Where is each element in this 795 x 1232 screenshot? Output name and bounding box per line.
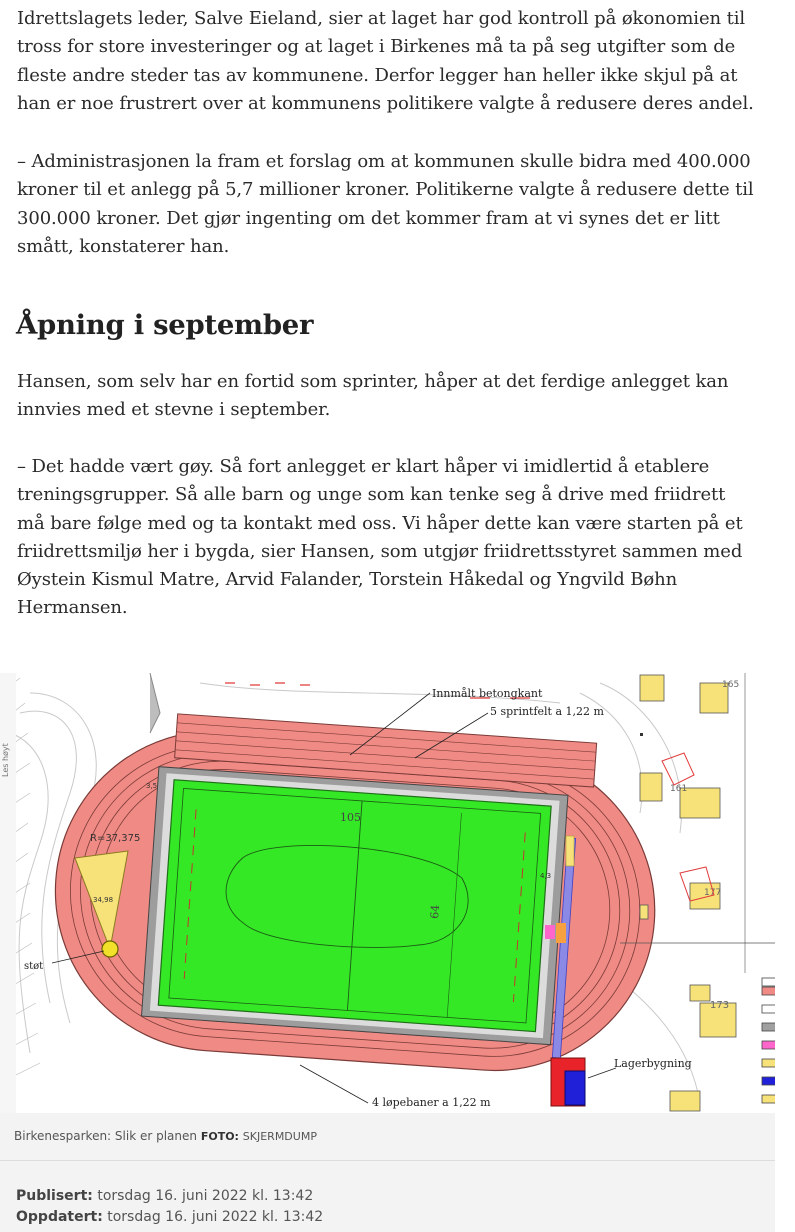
throw-circle-label: støt: [24, 961, 44, 972]
sprint-lanes-label: 5 sprintfelt a 1,22 m: [490, 705, 604, 718]
article-paragraph: Idrettslagets leder, Salve Eieland, sier at laget har god kontroll på økonomien til tross for store investeringer og at laget i Birkenes må ta på seg utgifter som de fleste andre steder tas av kommunene. Derfor legger han heller ikke skjul på at han er noe frustrert over at kommunens politikere valgte å redusere deres andel.: [17, 8, 754, 114]
plot-number-label: 161: [670, 784, 688, 794]
radius-label: R=37,375: [90, 833, 141, 844]
plot-number-label: 165: [722, 680, 740, 690]
field-width-label: 64: [428, 904, 442, 920]
updated-line: [16, 1209, 323, 1225]
updated-label: Oppdatert:: [16, 1209, 103, 1225]
running-lanes-label: 4 løpebaner a 1,22 m: [372, 1096, 491, 1109]
article-meta: [0, 1160, 775, 1232]
article-paragraph: – Administrasjonen la fram et forslag om at kommunen skulle bidra med 400.000 kroner til et anlegg på 5,7 millioner kroner. Politikerne valgte å redusere dette til 300.000 kroner. Det gjør ingenting om det kommer fram at vi synes det er litt smått, konstaterer han.: [17, 151, 754, 257]
updated-date: torsdag 16. juni 2022 kl. 13:42: [107, 1209, 324, 1225]
article-figure: [0, 673, 775, 1160]
published-line: [16, 1188, 313, 1204]
published-label: Publisert:: [16, 1188, 93, 1204]
dimension-label: 4,3: [540, 872, 552, 880]
section-heading: Åpning i september: [16, 309, 314, 341]
plot-number-label: 173: [710, 1000, 730, 1011]
plot-number-label: 177: [704, 888, 722, 898]
figure-caption: [14, 1129, 317, 1143]
article-paragraph: Hansen, som selv har en fortid som sprinter, håper at det ferdige anlegget kan innvies med et stevne i september.: [17, 371, 729, 421]
published-date: torsdag 16. juni 2022 kl. 13:42: [97, 1188, 314, 1204]
site-plan-image[interactable]: [0, 673, 775, 1113]
photo-credit: SKJERMDUMP: [242, 1130, 317, 1143]
field-length-label: 105: [340, 811, 361, 824]
article-paragraph: – Det hadde vært gøy. Så fort anlegget er klart håper vi imidlertid å etablere treningsgrupper. Så alle barn og unge som kan tenke seg å drive med friidrett må bare følge med og ta kontakt med oss. Vi håper dette kan være starten på et friidrettsmiljø her i bygda, sier Hansen, som utgjør friidrettsstyret sammen med Øystein Kismul Matre, Arvid Falander, Torstein Håkedal og Yngvild Bøhn Hermansen.: [17, 456, 743, 619]
photo-credit-label: FOTO:: [200, 1130, 239, 1143]
sector-label: 34,98: [93, 896, 114, 904]
storage-building-label: Lagerbygning: [614, 1057, 692, 1070]
caption-text: Birkenesparken: Slik er planen: [14, 1129, 197, 1143]
read-aloud-label: Les høyt: [1, 743, 10, 777]
dimension-label: 3,5: [146, 782, 158, 790]
concrete-edge-label: Innmålt betongkant: [432, 687, 543, 700]
